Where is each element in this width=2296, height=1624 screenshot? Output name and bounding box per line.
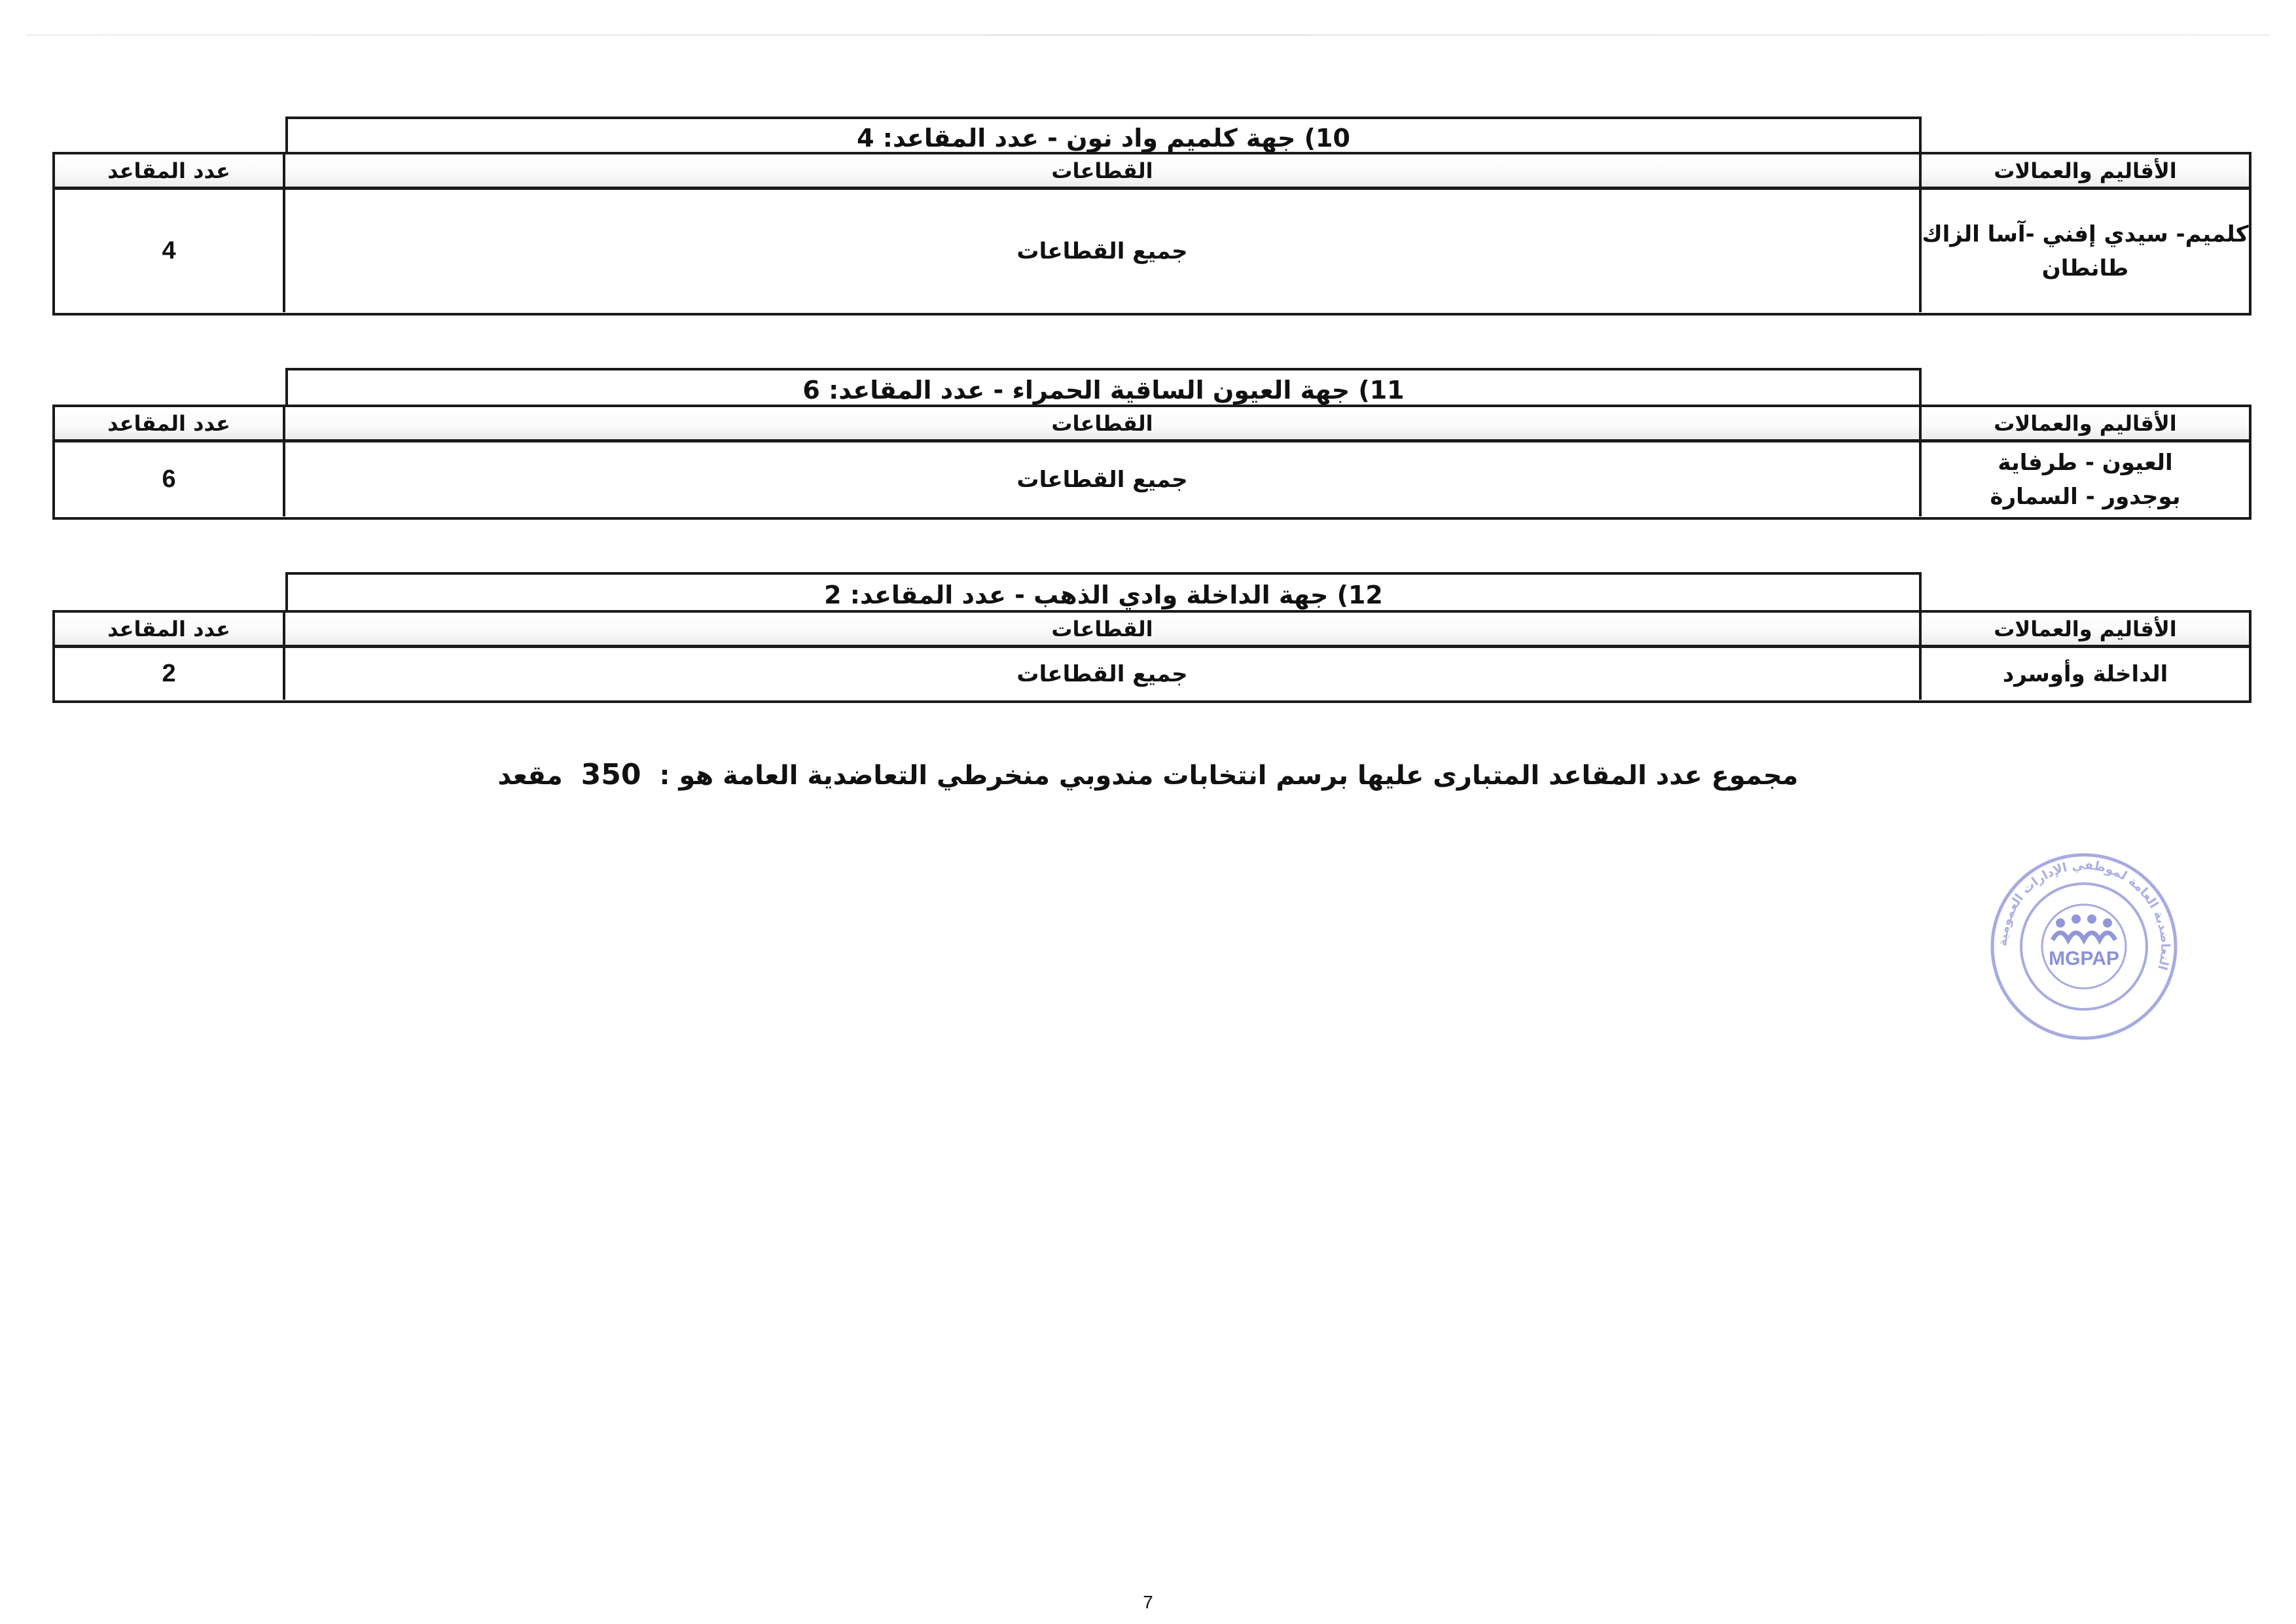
- province-line: كلميم- سيدي إفني -آسا الزاك: [1922, 221, 2249, 247]
- mgpap-seal-stamp: [1979, 848, 2189, 1045]
- table-row: [55, 648, 2249, 700]
- header-provinces: الأقاليم والعمالات: [1919, 407, 2249, 439]
- total-seats-statement: [0, 758, 2296, 791]
- total-value: 350: [581, 758, 641, 791]
- header-provinces: الأقاليم والعمالات: [1919, 154, 2249, 187]
- stamp-ring-text: التعاضدية العامة لموظفي الإدارات العمومية: [1995, 857, 2173, 972]
- header-seats: عدد المقاعد: [107, 616, 230, 641]
- provinces-cell: [1919, 190, 2249, 312]
- sectors-cell: جميع القطاعات: [283, 442, 1919, 516]
- stamp-logo-text: MGPAP: [2049, 948, 2119, 969]
- province-line: العيون - طرفاية: [1998, 449, 2173, 476]
- total-text: مجموع عدد المقاعد المتبارى عليها برسم انتخابات مندوبي منخرطي التعاضدية العامة هو :: [659, 761, 1799, 791]
- region-grid: [52, 610, 2251, 703]
- table-row: [55, 442, 2249, 516]
- table-header-row: [55, 613, 2249, 648]
- table-row: [55, 190, 2249, 312]
- page-number: 7: [1143, 1592, 1153, 1612]
- seats-cell: 4: [162, 237, 176, 264]
- total-unit: مقعد: [497, 761, 563, 791]
- region-table-11: [52, 368, 2251, 520]
- region-title: 12) جهة الداخلة وادي الذهب - عدد المقاعد: 2: [285, 572, 1922, 613]
- header-sectors: القطاعات: [283, 407, 1919, 439]
- region-grid: [52, 152, 2251, 316]
- province-line: الداخلة وأوسرد: [2002, 660, 2168, 687]
- sectors-cell: جميع القطاعات: [283, 648, 1919, 700]
- header-sectors: القطاعات: [283, 613, 1919, 645]
- people-logo-icon: [2053, 914, 2115, 940]
- header-seats: عدد المقاعد: [107, 158, 230, 183]
- region-table-12: [52, 572, 2251, 703]
- province-line: بوجدور - السمارة: [1990, 483, 2181, 510]
- scan-edge: [26, 34, 2270, 36]
- sectors-cell: جميع القطاعات: [283, 190, 1919, 312]
- header-sectors: القطاعات: [283, 154, 1919, 187]
- stamp-rings: [1992, 855, 2176, 1038]
- seats-cell: 6: [162, 465, 176, 493]
- provinces-cell: [1919, 442, 2249, 516]
- header-seats: عدد المقاعد: [107, 410, 230, 436]
- region-grid: [52, 405, 2251, 520]
- seats-cell: 2: [162, 660, 176, 687]
- region-title: 10) جهة كلميم واد نون - عدد المقاعد: 4: [285, 117, 1922, 154]
- province-line: طانطان: [2041, 255, 2129, 281]
- region-title: 11) جهة العيون الساقية الحمراء - عدد المقاعد: 6: [285, 368, 1922, 407]
- region-table-10: [52, 117, 2251, 316]
- table-header-row: [55, 407, 2249, 442]
- header-provinces: الأقاليم والعمالات: [1919, 613, 2249, 645]
- table-header-row: [55, 154, 2249, 190]
- provinces-cell: [1919, 648, 2249, 700]
